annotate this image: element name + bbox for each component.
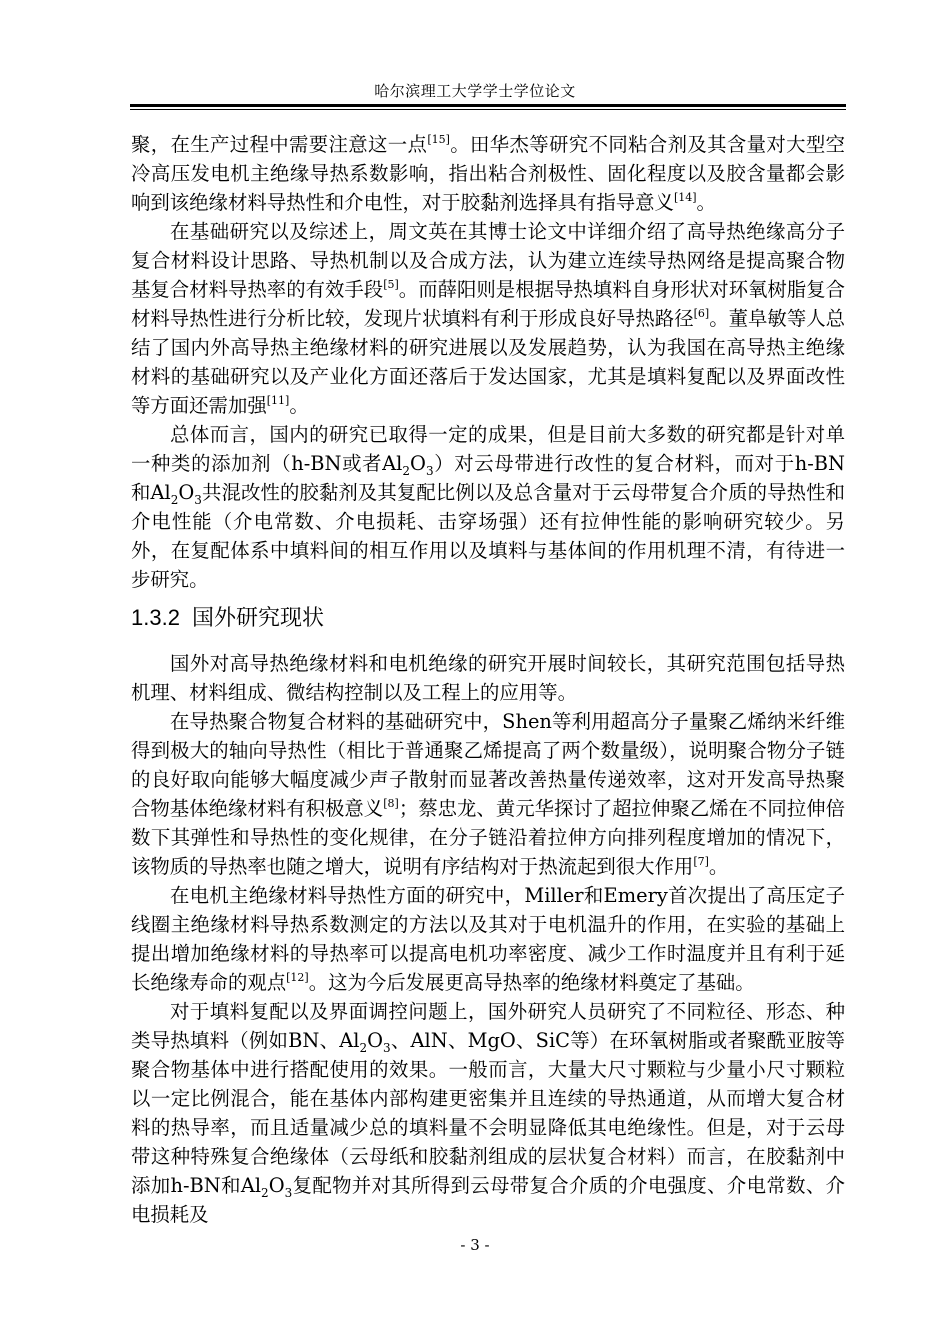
paragraph: 国外对高导热绝缘材料和电机绝缘的研究开展时间较长，其研究范围包括导热机理、材料组成、微结构控制以及工程上的应用等。	[131, 652, 845, 704]
citation: [14]	[673, 191, 697, 204]
page-number: - 3 -	[460, 1236, 490, 1254]
section-title: 国外研究现状	[191, 606, 324, 631]
paragraph: 聚，在生产过程中需要注意这一点[15]。田华杰等研究不同粘合剂及其含量对大型空冷高压发电机主绝缘导热系数影响，指出粘合剂极性、固化程度以及胶含量都会影响到该绝缘材料导热性和介电性，对于胶黏剂选择具有指导意义[14]。	[131, 133, 846, 214]
citation: [15]	[427, 133, 450, 146]
citation: [11]	[266, 394, 290, 407]
citation: [6]	[693, 307, 710, 320]
citation: [5]	[383, 278, 399, 291]
section-heading	[131, 602, 845, 635]
paragraph: 在导热聚合物复合材料的基础研究中，Shen等利用超高分子量聚乙烯纳米纤维得到极大的轴向导热性（相比于普通聚乙烯提高了两个数量级），说明聚合物分子链的良好取向能够大幅度减少声子散射而显著改善热量传递效率，这对开发高导热聚合物基体绝缘材料有积极意义[8]；蔡忠龙、黄元华探讨了超拉伸聚乙烯在不同拉伸倍数下其弹性和导热性的变化规律，在分子链沿着拉伸方向排列程度增加的情况下，该物质的导热率也随之增大，说明有序结构对于热流起到很大作用[7]。	[131, 710, 846, 878]
paragraph: 在电机主绝缘材料导热性方面的研究中，Miller和Emery首次提出了高压定子线圈主绝缘材料导热系数测定的方法以及其对于电机温升的作用，在实验的基础上提出增加绝缘材料的导热率可以提高电机功率密度、减少工作时温度并且有利于延长绝缘寿命的观点[12]。这为今后发展更高导热率的绝缘材料奠定了基础。	[131, 884, 845, 994]
citation: [7]	[693, 855, 709, 868]
header-rule-thin	[130, 109, 846, 110]
running-header: 哈尔滨理工大学学士学位论文	[374, 82, 576, 100]
citation: [12]	[286, 971, 309, 984]
body-text	[131, 130, 845, 1229]
paragraph: 总体而言，国内的研究已取得一定的成果，但是目前大多数的研究都是针对单一种类的添加剂（h-BN或者$Al_2O_3$）对云母带进行改性的复合材料，而对于h-BN和$Al_2O_3$共混改性的胶黏剂及其复配比例以及总含量对于云母带复合介质的导热性和介电性能（介电常数、介电损耗、击穿场强）还有拉伸性能的影响研究较少。另外，在复配体系中填料间的相互作用以及填料与基体间的作用机理不清，有待进一步研究。	[131, 423, 845, 591]
paragraph: 在基础研究以及综述上，周文英在其博士论文中详细介绍了高导热绝缘高分子复合材料设计思路、导热机制以及合成方法，认为建立连续导热网络是提高聚合物基复合材料导热率的有效手段[5]。而薛阳则是根据导热填料自身形状对环氧树脂复合材料导热性进行分析比较，发现片状填料有利于形成良好导热路径[6]。董阜敏等人总结了国内外高导热主绝缘材料的研究进展以及发展趋势，认为我国在高导热主绝缘材料的基础研究以及产业化方面还落后于发达国家，尤其是填料复配以及界面改性等方面还需加强[11]。	[131, 220, 846, 417]
header-rule-thick	[130, 104, 846, 107]
paragraph: 对于填料复配以及界面调控问题上，国外研究人员研究了不同粒径、形态、种类导热填料（例如BN、$Al_2O_3$、AlN、MgO、SiC等）在环氧树脂或者聚酰亚胺等聚合物基体中进行搭配使用的效果。一般而言，大量大尺寸颗粒与少量小尺寸颗粒以一定比例混合，能在基体内部构建更密集并且连续的导热通道，从而增大复合材料的热导率，而且适量减少总的填料量不会明显降低其电绝缘性。但是，对于云母带这种特殊复合绝缘体（云母纸和胶黏剂组成的层状复合材料）而言，在胶黏剂中添加h-BN和$Al_2O_3$复配物并对其所得到云母带复合介质的介电强度、介电常数、介电损耗及	[131, 1000, 846, 1226]
citation: [8]	[383, 797, 399, 810]
section-number: 1.3.2	[131, 605, 180, 630]
